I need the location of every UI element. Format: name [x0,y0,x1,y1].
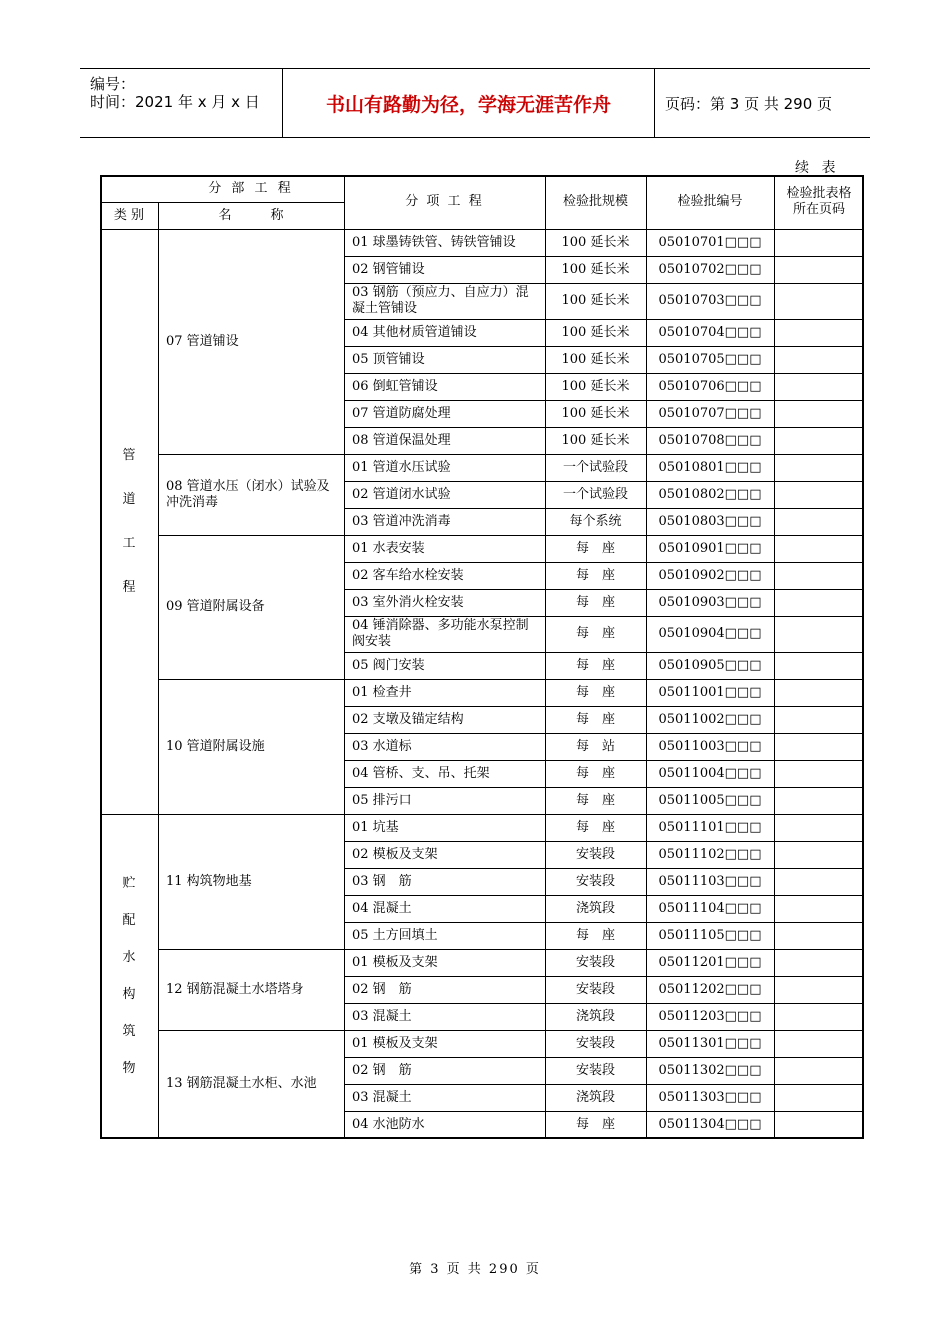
category-line [100,814,158,815]
category-char: 程 [122,579,136,595]
category-char: 筑 [122,1023,136,1039]
group-line [158,679,344,680]
batch-code: 05011302□□□ [658,1062,762,1078]
batch-scale: 一个试验段 [562,459,628,475]
table-row-line [344,652,864,653]
subitem-name: 02 管道闭水试验 [352,486,451,502]
table-row-line [344,1003,864,1004]
batch-code: 05011104□□□ [658,900,762,916]
subitem-name: 02 钢 筋 [352,981,412,997]
group-name: 08 管道水压（闭水）试验及冲洗消毒 [166,478,330,510]
group-name: 10 管道附属设施 [166,738,265,754]
table-row-line [344,373,864,374]
subitem-name: 01 球墨铸铁管、铸铁管铺设 [352,234,516,250]
subitem-name: 02 模板及支架 [352,846,438,862]
table-row-line [344,481,864,482]
batch-code: 05010703□□□ [658,293,762,308]
category-char: 道 [122,491,136,507]
table-row-line [344,868,864,869]
header-category: 类 别 [113,208,145,223]
table-row-line [344,256,864,257]
page-header [80,68,870,138]
batch-scale: 浇筑段 [575,900,615,916]
col-line-body-2 [545,229,546,1138]
subitem-name: 01 模板及支架 [352,954,438,970]
subitem-name: 02 钢管铺设 [352,261,425,277]
document-date: 时间：2021 年 x 月 x 日 [90,93,260,111]
col-line-body-0 [158,229,159,1138]
table-row-line [344,508,864,509]
header-motto: 书山有路勤为径，学海无涯苦作舟 [283,69,655,137]
table-row-line [344,1084,864,1085]
header-page-number: 页码：第 3 页 共 290 页 [665,94,833,113]
batch-code: 05010704□□□ [658,324,762,340]
subitem-name: 05 排污口 [352,792,412,808]
header-code: 检验批编号 [677,194,743,209]
batch-scale: 浇筑段 [575,1008,615,1024]
header-divider [100,202,344,203]
batch-code: 05010706□□□ [658,378,762,394]
batch-code: 05010905□□□ [658,657,762,673]
subitem-name: 01 模板及支架 [352,1035,438,1051]
batch-code: 05010902□□□ [658,567,762,583]
col-line-body-1 [344,229,345,1138]
category-char: 管 [122,447,136,463]
batch-code: 05011301□□□ [658,1035,762,1051]
batch-code: 05010702□□□ [658,261,762,277]
subitem-name: 01 管道水压试验 [352,459,451,475]
table-row-line [344,841,864,842]
batch-scale: 每 座 [575,540,615,556]
batch-code: 05010701□□□ [658,234,762,250]
table-row-line [344,706,864,707]
subitem-name: 05 顶管铺设 [352,351,425,367]
inspection-table [100,175,864,1139]
batch-scale: 每 座 [575,1116,615,1132]
col-line-body-4 [774,229,775,1138]
subitem-name: 06 倒虹管铺设 [352,378,438,394]
header-page-col-line2: 所在页码 [792,202,845,217]
subitem-name: 01 检查井 [352,684,412,700]
batch-scale: 100 延长米 [561,405,630,421]
table-row-line [344,760,864,761]
table-row-line [344,949,864,950]
subitem-name: 05 阀门安装 [352,657,425,673]
batch-scale: 安装段 [575,981,615,997]
batch-code: 05011105□□□ [658,927,762,943]
subitem-name: 01 水表安装 [352,540,425,556]
table-row-line [344,454,864,455]
group-line [158,814,344,815]
header-page-col-line1: 检验批表格 [786,186,852,201]
table-row-line [344,535,864,536]
batch-scale: 100 延长米 [561,378,630,394]
batch-scale: 每 座 [575,792,615,808]
group-name: 07 管道铺设 [166,333,239,349]
col-line-page [774,175,775,229]
subitem-name: 04 其他材质管道铺设 [352,324,477,340]
table-row-line [344,319,864,320]
continued-label: 续 表 [795,160,840,176]
category-char: 配 [122,912,136,928]
document-number: 编号： [90,75,136,93]
col-line-name-head [158,202,159,229]
batch-scale: 100 延长米 [561,351,630,367]
table-row-line [344,283,864,284]
subitem-name: 01 坑基 [352,819,399,835]
subitem-name: 03 室外消火栓安装 [352,594,464,610]
batch-scale: 浇筑段 [575,1089,615,1105]
batch-code: 05010801□□□ [658,459,762,475]
category-char: 物 [122,1060,136,1076]
subitem-name: 07 管道防腐处理 [352,405,451,421]
batch-code: 05010802□□□ [658,486,762,502]
batch-scale: 100 延长米 [561,324,630,340]
table-row-line [344,1030,864,1031]
table-row-line [344,1138,864,1139]
table-row-line [344,1111,864,1112]
batch-code: 05010901□□□ [658,540,762,556]
batch-scale: 每 站 [575,738,615,754]
subitem-name: 03 钢筋（预应力、自应力）混凝土管铺设 [352,285,529,316]
batch-code: 05010803□□□ [658,513,762,529]
batch-code: 05011202□□□ [658,981,762,997]
table-row-line [344,346,864,347]
batch-code: 05011004□□□ [658,765,762,781]
col-line-item [344,175,345,229]
batch-scale: 100 延长米 [561,432,630,448]
subitem-name: 03 钢 筋 [352,873,412,889]
batch-code: 05011102□□□ [658,846,762,862]
group-line [158,949,344,950]
table-row-line [344,922,864,923]
group-name: 09 管道附属设备 [166,599,265,614]
subitem-name: 04 混凝土 [352,900,412,916]
table-row-line [344,562,864,563]
group-line [158,535,344,536]
header-division: 分 部 工 程 [208,181,294,196]
table-row-line [344,787,864,788]
batch-scale: 安装段 [575,846,615,862]
batch-code: 05011203□□□ [658,1008,762,1024]
header-item: 分 项 工 程 [405,194,484,209]
batch-code: 05010904□□□ [658,626,762,641]
batch-scale: 每 座 [575,594,615,610]
group-line [158,1030,344,1031]
batch-scale: 每 座 [575,626,615,641]
table-row-line [344,589,864,590]
table-row-line [344,733,864,734]
subitem-name: 03 管道冲洗消毒 [352,513,451,529]
header-bottom-line [100,229,864,230]
batch-code: 05011303□□□ [658,1089,762,1105]
category-char: 构 [122,986,136,1002]
batch-scale: 100 延长米 [561,293,630,308]
table-row-line [344,814,864,815]
group-name: 11 构筑物地基 [166,873,252,889]
subitem-name: 03 混凝土 [352,1089,412,1105]
group-line [158,454,344,455]
table-row-line [344,895,864,896]
batch-code: 05011003□□□ [658,738,762,754]
batch-code: 05011001□□□ [658,684,762,700]
batch-scale: 每 座 [575,567,615,583]
category-line [100,1138,158,1139]
header-name: 名 称 [218,208,284,223]
batch-code: 05011101□□□ [658,819,762,835]
batch-scale: 每 座 [575,657,615,673]
batch-scale: 每 座 [575,684,615,700]
subitem-name: 05 土方回填土 [352,927,438,943]
subitem-name: 03 混凝土 [352,1008,412,1024]
batch-scale: 安装段 [575,1062,615,1078]
batch-code: 05010707□□□ [658,405,762,421]
batch-scale: 每 座 [575,927,615,943]
page-footer: 第 3 页 共 290 页 [409,1262,541,1277]
table-row-line [344,427,864,428]
col-line-body-3 [646,229,647,1138]
batch-code: 05011201□□□ [658,954,762,970]
batch-scale: 每 座 [575,765,615,781]
subitem-name: 03 水道标 [352,738,412,754]
batch-code: 05011002□□□ [658,711,762,727]
category-char: 工 [122,535,136,551]
subitem-name: 02 客车给水栓安装 [352,567,464,583]
table-row-line [344,1057,864,1058]
header-scale: 检验批规模 [562,194,628,209]
category-char: 贮 [122,875,136,891]
batch-code: 05010708□□□ [658,432,762,448]
batch-scale: 一个试验段 [562,486,628,502]
group-line [158,1138,344,1139]
subitem-name: 04 锤消除器、多功能水泵控制阀安装 [352,618,529,649]
batch-scale: 100 延长米 [561,261,630,277]
col-line-code [646,175,647,229]
category-char: 水 [122,949,136,965]
batch-scale: 每个系统 [569,513,622,529]
batch-scale: 安装段 [575,873,615,889]
subitem-name: 02 钢 筋 [352,1062,412,1078]
batch-code: 05011005□□□ [658,792,762,808]
batch-code: 05010705□□□ [658,351,762,367]
batch-code: 05011103□□□ [658,873,762,889]
header-meta [80,69,283,137]
table-row-line [344,616,864,617]
batch-scale: 100 延长米 [561,234,630,250]
batch-code: 05011304□□□ [658,1116,762,1132]
table-row-line [344,679,864,680]
batch-scale: 安装段 [575,954,615,970]
table-row-line [344,400,864,401]
group-name: 12 钢筋混凝土水塔塔身 [166,981,304,997]
batch-scale: 安装段 [575,1035,615,1051]
group-name: 13 钢筋混凝土水柜、水池 [166,1076,317,1091]
batch-scale: 每 座 [575,711,615,727]
col-line-scale [545,175,546,229]
subitem-name: 02 支墩及锚定结构 [352,711,464,727]
batch-scale: 每 座 [575,819,615,835]
batch-code: 05010903□□□ [658,594,762,610]
table-row-line [344,976,864,977]
subitem-name: 04 管桥、支、吊、托架 [352,765,490,781]
subitem-name: 04 水池防水 [352,1116,425,1132]
subitem-name: 08 管道保温处理 [352,432,451,448]
